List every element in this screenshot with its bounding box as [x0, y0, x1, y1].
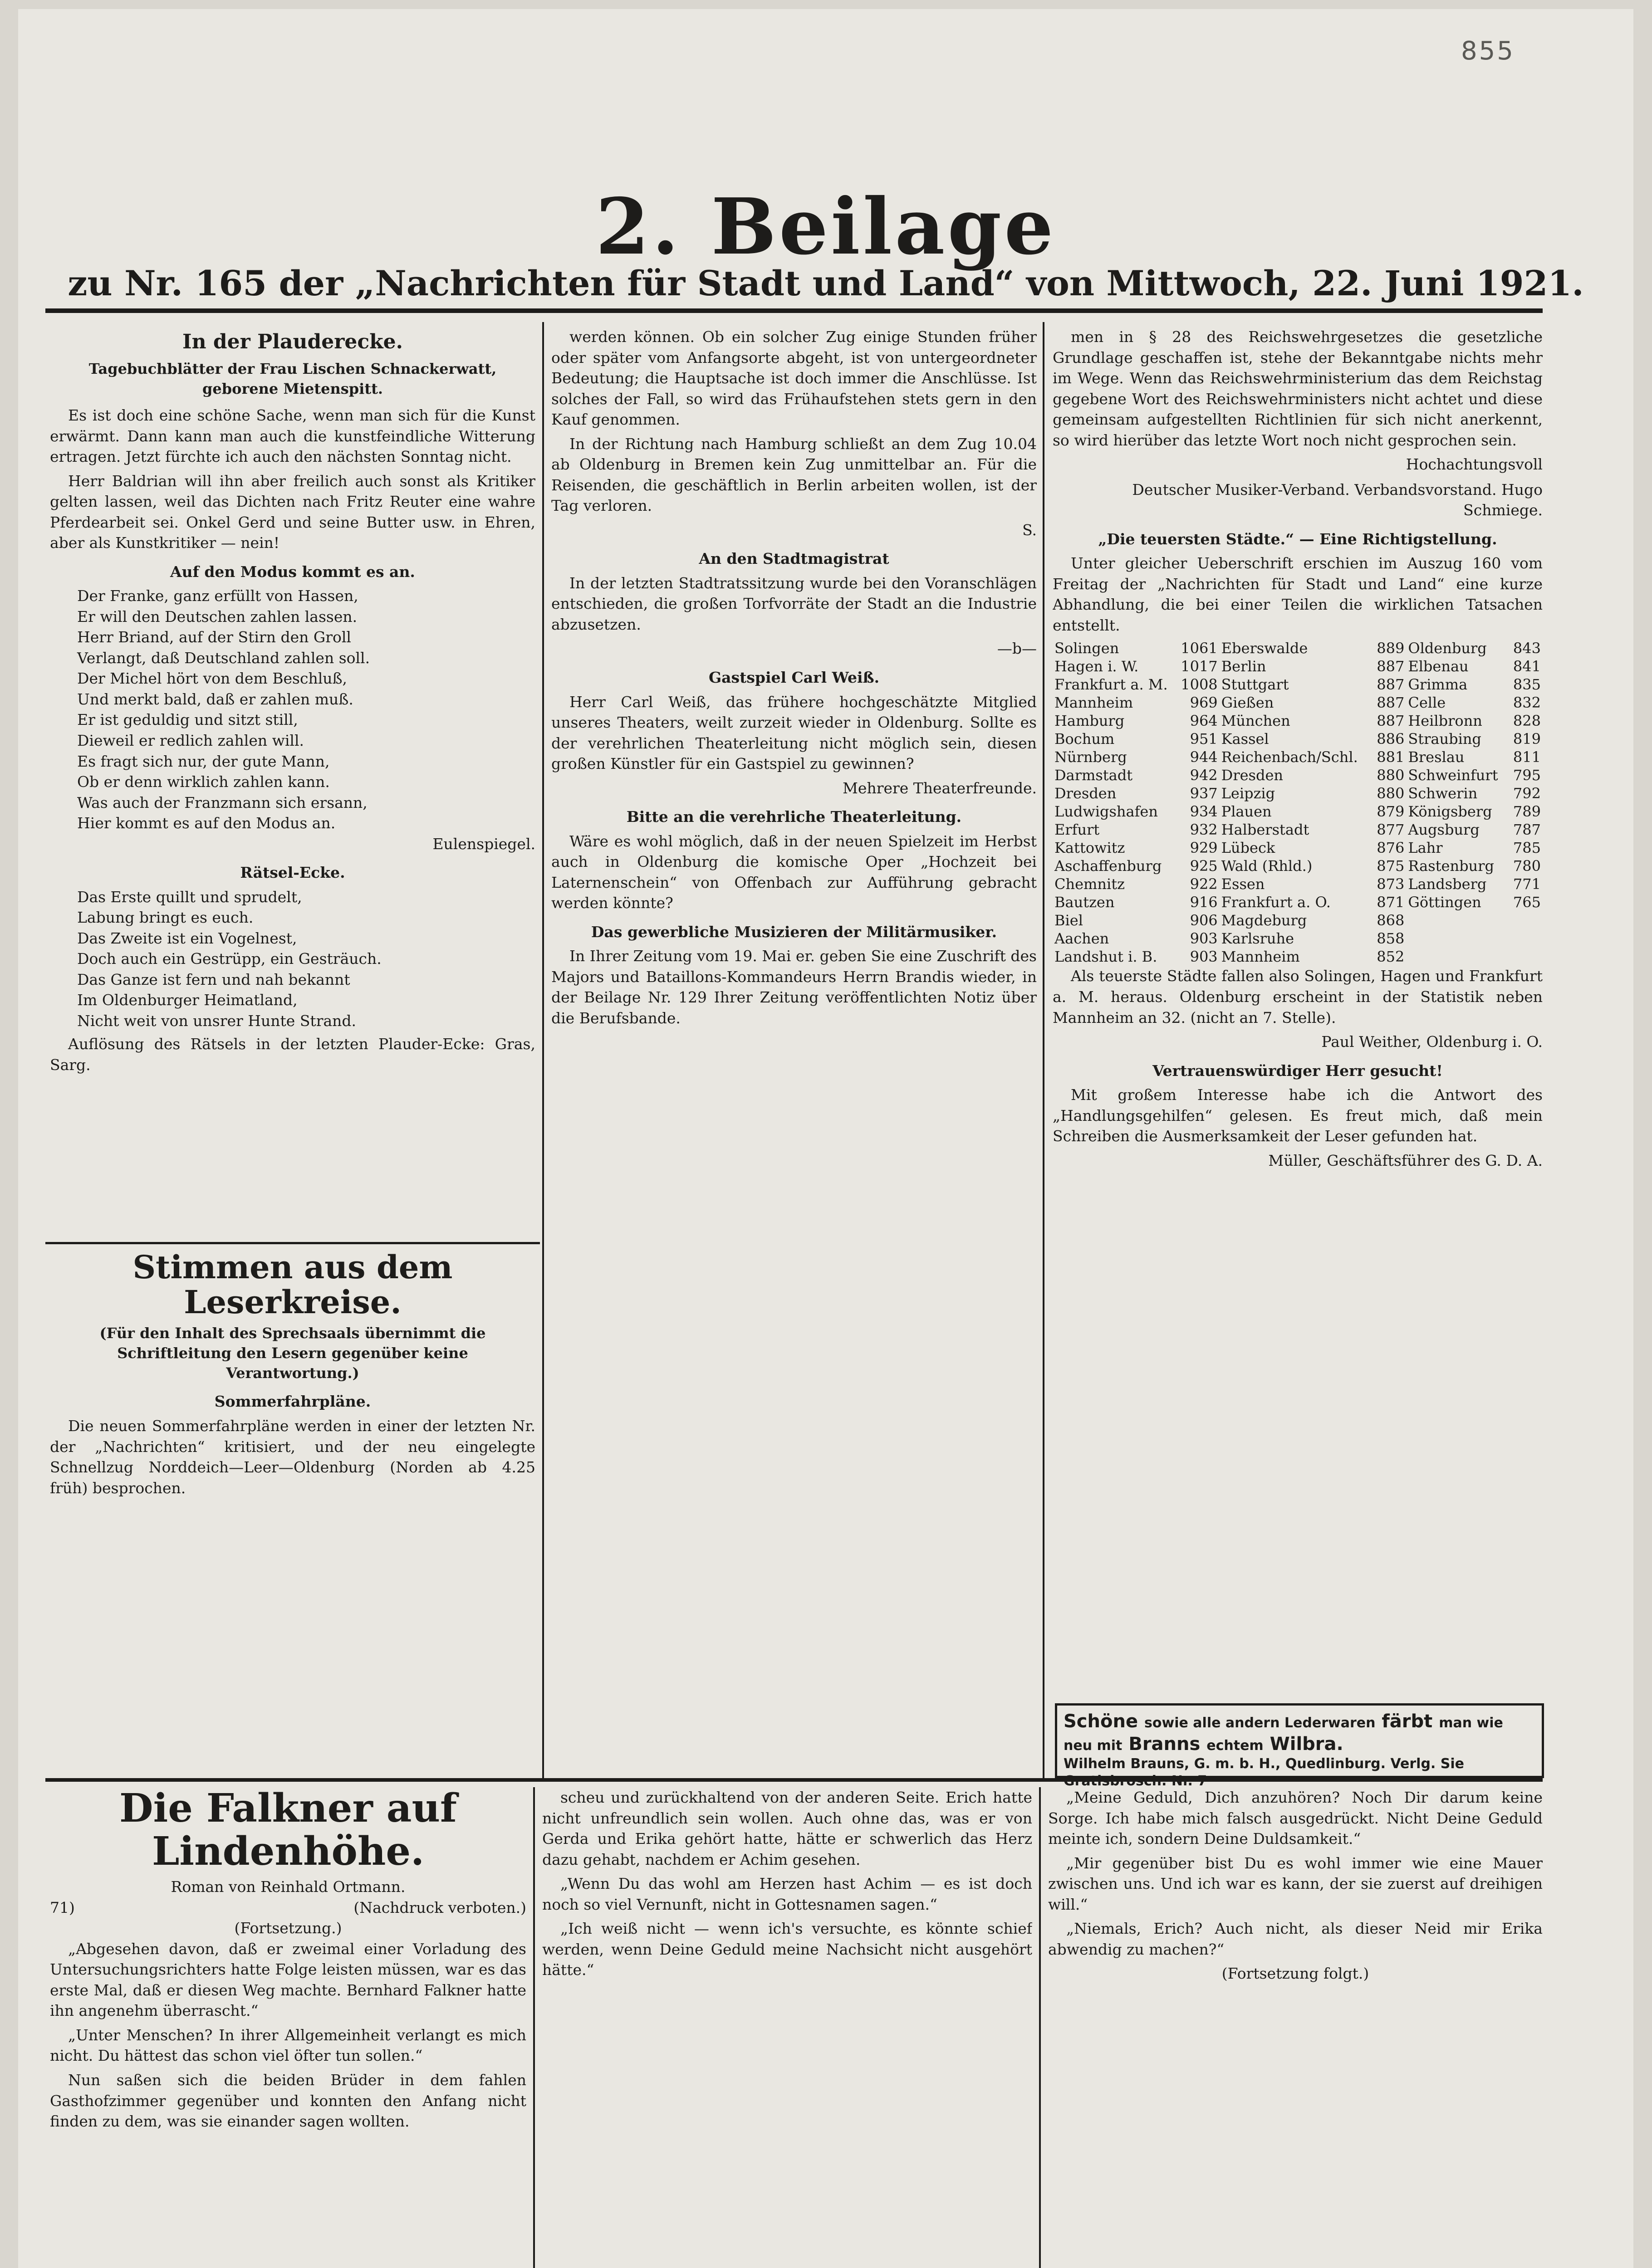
city-value: 1017 [1181, 658, 1218, 675]
letter-heading-theater: Bitte an die verehrliche Theaterleitung. [626, 808, 962, 826]
city-name: Straubing [1408, 730, 1481, 748]
city-row [1053, 730, 1543, 748]
serial-continuation: (Fortsetzung.) [234, 1919, 342, 1937]
newspaper-page [18, 9, 1633, 2268]
serial-column-3 [1048, 1787, 1543, 2268]
city-name: Oldenburg [1408, 640, 1487, 657]
city-value: 771 [1513, 875, 1541, 893]
letter-heading-vertrauensw: Vertrauenswürdiger Herr gesucht! [1152, 1061, 1443, 1080]
letter-paragraph: werden können. Ob ein solcher Zug einige Stunden früher oder später vom Anfangsorte abgeht, ist von untergeordneter Bedeutung; die Hauptsache ist doch immer die Anschlüsse. Ist solches der Fall, so wird das Frühaufstehen stets gern in den Kauf genommen. [551, 328, 1037, 429]
city-name: Landshut i. B. [1054, 948, 1157, 966]
serial-to-be-continued: (Fortsetzung folgt.) [1221, 1965, 1369, 1983]
city-name: Erfurt [1054, 821, 1100, 839]
leserkreis-heading: Stimmen aus dem Leserkreise. [132, 1250, 453, 1321]
ad-text: sowie alle andern Lederwaren [1144, 1715, 1376, 1731]
city-name: Biel [1054, 912, 1083, 929]
city-name: Landsberg [1408, 875, 1487, 893]
city-row [1053, 857, 1543, 875]
city-name: Leipzig [1221, 785, 1275, 802]
city-value: 880 [1377, 785, 1405, 802]
city-name: Bochum [1054, 730, 1115, 748]
letter-paragraph: Als teuerste Städte fallen also Solingen, Hagen und Frankfurt a. M. heraus. Oldenburg erscheint in der Statistik neben Mannheim an 32. (nicht an 7. Stelle). [1053, 967, 1543, 1026]
city-value: 932 [1190, 821, 1218, 839]
column-plauderecke [50, 327, 535, 1238]
city-row [1053, 675, 1543, 694]
city-value: 811 [1513, 748, 1541, 766]
city-name: Breslau [1408, 748, 1465, 766]
ad-word: Wilbra. [1270, 1734, 1343, 1755]
city-value: 879 [1377, 803, 1405, 821]
city-name: Mannheim [1054, 694, 1133, 712]
masthead-rule [45, 308, 1543, 313]
riddle-line: Das Zweite ist ein Vogelnest, [77, 929, 297, 947]
letter-heading-militaermusiker: Das gewerbliche Musizieren der Militärmusiker. [591, 923, 997, 941]
city-name: Dresden [1054, 785, 1117, 802]
column-rule-1 [542, 322, 544, 1778]
city-name: Rastenburg [1408, 857, 1494, 875]
city-name: Celle [1408, 694, 1446, 712]
riddle-answer: Auflösung des Rätsels in der letzten Plauder-Ecke: Gras, Sarg. [50, 1035, 535, 1074]
city-value: 887 [1377, 676, 1405, 694]
column-letters [551, 327, 1037, 1774]
city-name: Nürnberg [1054, 748, 1127, 766]
poem-line: Herr Briand, auf der Stirn den Groll [77, 628, 351, 646]
letter-paragraph: Unter gleicher Ueberschrift erschien im Auszug 160 vom Freitag der „Nachrichten für Stadt und Land“ eine kurze Abhandlung, die bei einer Teilen die wirklichen Tatsachen entstellt. [1053, 554, 1543, 634]
city-name: Augsburg [1408, 821, 1480, 839]
city-name: Solingen [1054, 640, 1119, 657]
city-value: 1061 [1181, 640, 1218, 657]
city-row [1053, 748, 1543, 766]
riddle-line: Das Erste quillt und sprudelt, [77, 888, 302, 906]
city-name: Ludwigshafen [1054, 803, 1158, 821]
letter-paragraph: In der Richtung nach Hamburg schließt an dem Zug 10.04 ab Oldenburg in Bremen kein Zug unmittelbar an. Für die Reisenden, die geschäftlich in Berlin arbeiten wollen, ist der Tag verloren. [551, 435, 1037, 515]
city-name: Schweinfurt [1408, 767, 1498, 784]
poem-author: Eulenspiegel. [432, 835, 535, 853]
city-value: 795 [1513, 767, 1541, 784]
ad-address: Wilhelm Brauns, G. m. b. H., Quedlinburg. Verlg. Sie Gratisbrosch. Nr. 7 [1064, 1756, 1464, 1789]
leserkreis-topic: Sommerfahrpläne. [214, 1393, 371, 1411]
city-value: 969 [1190, 694, 1218, 712]
city-row [1053, 839, 1543, 857]
city-cost-table [1053, 639, 1543, 966]
city-value: 792 [1513, 785, 1541, 802]
city-row [1053, 657, 1543, 675]
letter-heading-teuerste-staedte: „Die teuersten Städte.“ — Eine Richtigstellung. [1098, 530, 1497, 548]
city-name: Darmstadt [1054, 767, 1133, 784]
city-value: 916 [1190, 894, 1218, 911]
city-row [1053, 712, 1543, 730]
city-row [1053, 694, 1543, 712]
column-richtigstellung [1053, 327, 1543, 1696]
city-value: 887 [1377, 694, 1405, 712]
city-value: 903 [1190, 930, 1218, 948]
riddle-line: Im Oldenburger Heimatland, [77, 991, 298, 1009]
letter-signature: Müller, Geschäftsführer des G. D. A. [1268, 1151, 1543, 1169]
letter-paragraph: men in § 28 des Reichswehrgesetzes die gesetzliche Grundlage geschaffen ist, stehe der Bekanntgabe nichts mehr im Wege. Wenn das Reichswehrministerium das dem Reichstag gegebene Wort des Reichswehrministers nicht achtet und diese gemeinsam aufgestellten Richtlinien für sich nicht anerkennt, so wird hierüber das letzte Wort noch nicht gesprochen sein. [1053, 328, 1543, 449]
poem-line: Es fragt sich nur, der gute Mann, [77, 752, 330, 770]
ad-word: färbt [1382, 1711, 1433, 1732]
riddle-line: Das Ganze ist fern und nah bekannt [77, 970, 350, 988]
plauderecke-paragraph: Herr Baldrian will ihn aber freilich auch sonst als Kritiker gelten lassen, weil das Dichten nach Fritz Reuter eine wahre Pferdearbeit sei. Onkel Gerd und seine Butter usw. in Ehren, aber als Kunstkritiker — nein! [50, 472, 535, 552]
city-value: 819 [1513, 730, 1541, 748]
city-value: 925 [1190, 857, 1218, 875]
city-value: 868 [1377, 912, 1405, 929]
column-leserkreis [50, 1250, 535, 1771]
city-name: Eberswalde [1221, 640, 1308, 657]
city-value: 944 [1190, 748, 1218, 766]
city-row [1053, 784, 1543, 802]
city-name: Stuttgart [1221, 676, 1289, 694]
serial-paragraph: „Meine Geduld, Dich anzuhören? Noch Dir darum keine Sorge. Ich habe mich falsch ausgedrückt. Nicht Deine Geduld meinte ich, sondern Deine Duldsamkeit.“ [1048, 1789, 1543, 1848]
city-name: Chemnitz [1054, 875, 1125, 893]
city-value: 881 [1377, 748, 1405, 766]
city-name: Königsberg [1408, 803, 1492, 821]
city-value: 922 [1190, 875, 1218, 893]
city-row [1053, 802, 1543, 821]
city-name: Reichenbach/Schl. [1221, 748, 1358, 766]
city-value: 841 [1513, 658, 1541, 675]
section-rule-1 [45, 1242, 540, 1244]
riddle [50, 887, 535, 1031]
serial-column-rule-1 [533, 1787, 535, 2268]
city-name: Hamburg [1054, 712, 1125, 730]
city-value: 903 [1190, 948, 1218, 966]
serial-rights: (Nachdruck verboten.) [353, 1898, 526, 1916]
advertisement-brauns [1055, 1703, 1544, 1789]
city-value: 873 [1377, 875, 1405, 893]
city-value: 942 [1190, 767, 1218, 784]
column-rule-2 [1043, 322, 1044, 1778]
letter-signature: Hochachtungsvoll [1406, 455, 1543, 474]
city-value: 951 [1190, 730, 1218, 748]
serial-paragraph: „Ich weiß nicht — wenn ich's versuchte, es könnte schief werden, wenn Deine Geduld meine Nachsicht nicht ausgehört hätte.“ [542, 1920, 1032, 1979]
city-name: Schwerin [1408, 785, 1478, 802]
ad-word: Schöne [1064, 1711, 1138, 1732]
letter-signature: Deutscher Musiker-Verband. Verbandsvorstand. Hugo Schmiege. [1132, 480, 1543, 519]
poem-line: Der Michel hört von dem Beschluß, [77, 670, 348, 688]
serial-paragraph: „Unter Menschen? In ihrer Allgemeinheit verlangt es mich nicht. Du hättest das schon viel öfter tun sollen.“ [50, 2026, 526, 2065]
letter-signature: S. [1022, 521, 1037, 539]
city-row [1053, 639, 1543, 657]
plauderecke-paragraph: Es ist doch eine schöne Sache, wenn man sich für die Kunst erwärmt. Dann kann man auch die kunstfeindliche Witterung ertragen. Jetzt fürchte ich auch den nächsten Sonntag nicht. [50, 406, 535, 466]
poem-line: Er ist geduldig und sitzt still, [77, 711, 298, 729]
city-value: 785 [1513, 839, 1541, 857]
city-row [1053, 766, 1543, 784]
letter-signature: Mehrere Theaterfreunde. [843, 779, 1037, 797]
letter-signature: —b— [997, 640, 1037, 658]
city-name: Elbenau [1408, 658, 1469, 675]
city-name: Hagen i. W. [1054, 658, 1139, 675]
city-value: 886 [1377, 730, 1405, 748]
city-name: Magdeburg [1221, 912, 1307, 929]
poem-line: Dieweil er redlich zahlen will. [77, 732, 304, 749]
letter-paragraph: In Ihrer Zeitung vom 19. Mai er. geben Sie eine Zuschrift des Majors und Bataillons-Kommandeurs Herrn Brandis wieder, in der Beilage Nr. 129 Ihrer Zeitung veröffentlichten Notiz über die Berufsbande. [551, 947, 1037, 1027]
poem-line: Hier kommt es auf den Modus an. [77, 814, 336, 832]
ad-text: man wie neu mit [1064, 1715, 1503, 1754]
city-name: Göttingen [1408, 894, 1481, 911]
city-value: 1008 [1181, 676, 1218, 694]
city-name: Bautzen [1054, 894, 1115, 911]
serial-column-2 [542, 1787, 1032, 2268]
letter-heading-magistrat: An den Stadtmagistrat [699, 550, 889, 568]
city-row [1053, 911, 1543, 929]
letter-paragraph: Wäre es wohl möglich, daß in der neuen Spielzeit im Herbst auch in Oldenburg die komische Oper „Hochzeit bei Laternenschein“ von Offenbach zur Aufführung gebracht werden könnte? [551, 832, 1037, 912]
ad-word: Branns [1128, 1734, 1201, 1755]
poem [50, 586, 535, 854]
city-value: 858 [1377, 930, 1405, 948]
serial-column-1 [50, 1787, 526, 2268]
city-name: Berlin [1221, 658, 1266, 675]
city-name: Karlsruhe [1221, 930, 1294, 948]
serial-title: Die Falkner auf Lindenhöhe. [119, 1787, 457, 1874]
serial-paragraph: Nun saßen sich die beiden Brüder in dem fahlen Gasthofzimmer gegenüber und konnten den Anfang nicht finden zu dem, was sie einander sagen wollten. [50, 2071, 526, 2131]
poem-line: Der Franke, ganz erfüllt von Hassen, [77, 587, 358, 605]
serial-paragraph: „Mir gegenüber bist Du es wohl immer wie eine Mauer zwischen uns. Und ich war es kann, der sie zuerst auf dreihigen will.“ [1048, 1854, 1543, 1913]
city-value: 843 [1513, 640, 1541, 657]
city-name: Frankfurt a. O. [1221, 894, 1331, 911]
letter-heading-gastspiel: Gastspiel Carl Weiß. [708, 668, 880, 686]
serial-byline: Roman von Reinhald Ortmann. [171, 1878, 406, 1896]
city-value: 852 [1377, 948, 1405, 966]
city-value: 906 [1190, 912, 1218, 929]
city-name: Lahr [1408, 839, 1443, 857]
city-value: 780 [1513, 857, 1541, 875]
serial-column-rule-2 [1039, 1787, 1041, 2268]
poem-line: Ob er denn wirklich zahlen kann. [77, 773, 330, 791]
riddle-line: Doch auch ein Gestrüpp, ein Gesträuch. [77, 950, 382, 968]
serial-paragraph: „Wenn Du das wohl am Herzen hast Achim — es ist doch noch so viel Vernunft, nicht in Gottesnamen sagen.“ [542, 1875, 1032, 1913]
city-value: 875 [1377, 857, 1405, 875]
city-value: 835 [1513, 676, 1541, 694]
leserkreis-paragraph: Die neuen Sommerfahrpläne werden in einer der letzten Nr. der „Nachrichten“ kritisiert, und der neu eingelegte Schnellzug Norddeich—Leer—Oldenburg (Norden ab 4.25 früh) besprochen. [50, 1417, 535, 1497]
city-value: 964 [1190, 712, 1218, 730]
city-row [1053, 875, 1543, 893]
city-value: 871 [1377, 894, 1405, 911]
city-value: 887 [1377, 658, 1405, 675]
city-row [1053, 948, 1543, 966]
serial-number: 71) [50, 1898, 75, 1916]
poem-line: Was auch der Franzmann sich ersann, [77, 793, 368, 811]
city-name: Dresden [1221, 767, 1283, 784]
city-value: 880 [1377, 767, 1405, 784]
city-name: Aschaffenburg [1054, 857, 1162, 875]
city-value: 937 [1190, 785, 1218, 802]
poem-line: Verlangt, daß Deutschland zahlen soll. [77, 649, 370, 667]
city-name: Gießen [1221, 694, 1274, 712]
poem-line: Er will den Deutschen zahlen lassen. [77, 607, 358, 626]
plauderecke-subheading: Tagebuchblätter der Frau Lischen Schnackerwatt, geborene Mietenspitt. [88, 360, 497, 397]
letter-paragraph: In der letzten Stadtratssitzung wurde bei den Voranschlägen entschieden, die großen Torfvorräte der Stadt an die Industrie abzusetzen. [551, 574, 1037, 633]
city-name: Plauen [1221, 803, 1272, 821]
city-name: Aachen [1054, 930, 1109, 948]
city-value: 929 [1190, 839, 1218, 857]
riddle-line: Labung bringt es euch. [77, 909, 254, 927]
city-value: 889 [1377, 640, 1405, 657]
supplement-subtitle: zu Nr. 165 der „Nachrichten für Stadt und Land“ von Mittwoch, 22. Juni 1921. [68, 263, 1584, 303]
city-value: 876 [1377, 839, 1405, 857]
serial-meta [50, 1897, 526, 1918]
city-name: Lübeck [1221, 839, 1275, 857]
letter-paragraph: Mit großem Interesse habe ich die Antwort des „Handlungsgehilfen“ gelesen. Es freut mich, daß mein Schreiben die Ausmerksamkeit der Leser gefunden hat. [1053, 1086, 1543, 1145]
city-name: Kattowitz [1054, 839, 1125, 857]
city-name: Essen [1221, 875, 1265, 893]
city-name: München [1221, 712, 1290, 730]
page-number: 855 [1461, 36, 1515, 66]
serial-paragraph: „Niemals, Erich? Auch nicht, als dieser Neid mir Erika abwendig zu machen?“ [1048, 1920, 1543, 1958]
city-value: 828 [1513, 712, 1541, 730]
city-value: 787 [1513, 821, 1541, 839]
poem-line: Und merkt bald, daß er zahlen muß. [77, 690, 353, 708]
city-value: 765 [1513, 894, 1541, 911]
riddle-line: Nicht weit von unsrer Hunte Strand. [77, 1012, 357, 1030]
city-value: 877 [1377, 821, 1405, 839]
city-name: Kassel [1221, 730, 1269, 748]
letter-signature: Paul Weither, Oldenburg i. O. [1321, 1033, 1543, 1051]
poem-heading: Auf den Modus kommt es an. [170, 562, 415, 581]
letter-paragraph: Herr Carl Weiß, das frühere hochgeschätzte Mitglied unseres Theaters, weilt zurzeit wieder in Oldenburg. Sollte es der verehrlichen Theaterleitung nicht möglich sein, diesen großen Künstler für ein Gastspiel zu gewinnen? [551, 693, 1037, 773]
city-value: 934 [1190, 803, 1218, 821]
city-name: Grimma [1408, 676, 1468, 694]
ad-text: echtem [1206, 1738, 1264, 1754]
city-row [1053, 821, 1543, 839]
city-value: 789 [1513, 803, 1541, 821]
city-row [1053, 929, 1543, 948]
serial-paragraph: scheu und zurückhaltend von der anderen Seite. Erich hatte nicht unfreundlich sein wollen. Auch ohne das, was er von Gerda und Erika gehört hatte, hätte er schwerlich das Herz dazu gehabt, nachdem er Achim gesehen. [542, 1789, 1032, 1868]
city-name: Halberstadt [1221, 821, 1309, 839]
supplement-title: 2. Beilage [595, 181, 1056, 272]
city-value: 887 [1377, 712, 1405, 730]
leserkreis-disclaimer: (Für den Inhalt des Sprechsaals übernimmt die Schriftleitung den Lesern gegenüber keine Verantwortung.) [99, 1325, 486, 1382]
city-name: Frankfurt a. M. [1054, 676, 1168, 694]
city-name: Heilbronn [1408, 712, 1482, 730]
city-name: Wald (Rhld.) [1221, 857, 1313, 875]
city-name: Mannheim [1221, 948, 1300, 966]
plauderecke-heading: In der Plauderecke. [182, 330, 403, 353]
serial-paragraph: „Abgesehen davon, daß er zweimal einer Vorladung des Untersuchungsrichters hatte Folge leisten müssen, war es das erste Mal, daß er diesen Weg machte. Bernhard Falkner hatte ihn angenehm überrascht.“ [50, 1940, 526, 2020]
riddle-heading: Rätsel-Ecke. [240, 864, 345, 882]
city-value: 832 [1513, 694, 1541, 712]
city-row [1053, 893, 1543, 911]
